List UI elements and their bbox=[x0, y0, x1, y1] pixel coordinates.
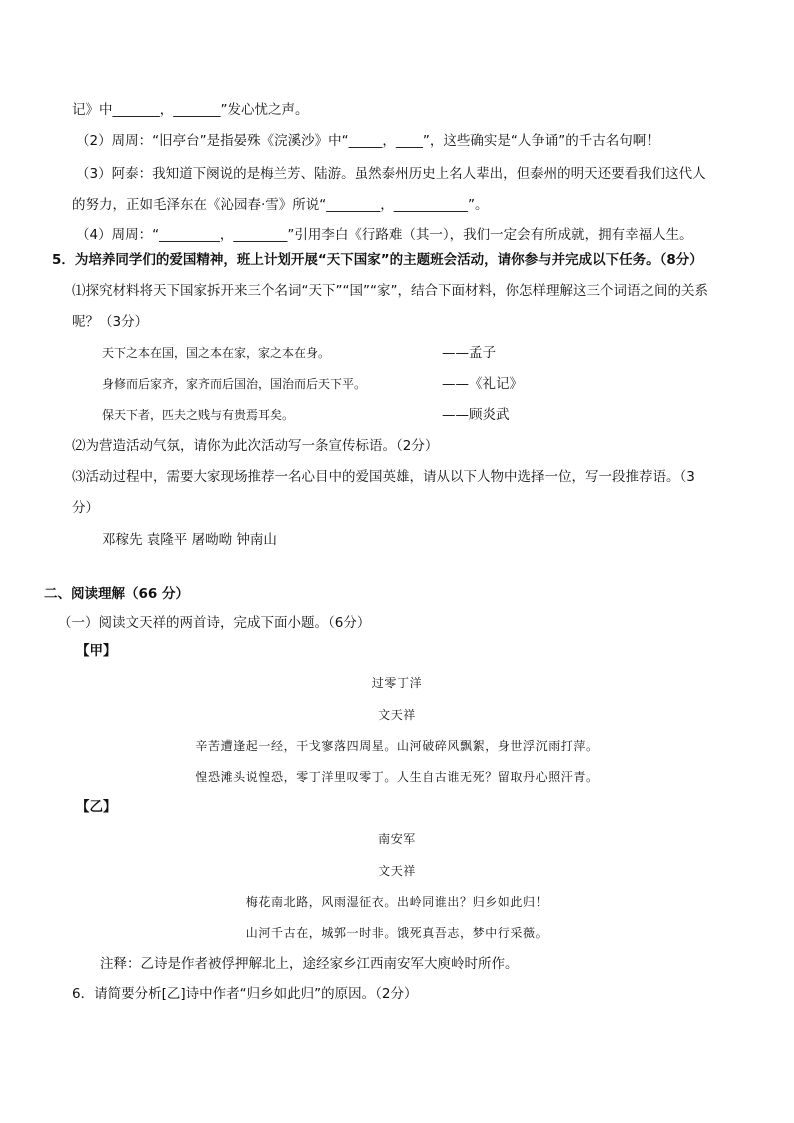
quote-source: ——《礼记》 bbox=[442, 376, 523, 392]
poem-b-label: 【乙】 bbox=[76, 799, 117, 815]
q4-sub2: （2）周周：“旧亭台”是指晏殊《浣溪沙》中“_____，____”，这些确实是“人争诵”的千古名句啊！ bbox=[76, 133, 660, 149]
q4-sub3-line1: （3）阿泰：我知道下阕说的是梅兰芳、陆游。虽然泰州历史上名人辈出，但泰州的明天还要看我们这代人 bbox=[76, 166, 706, 182]
q4-sub3-line2: 的努力，正如毛泽东在《沁园春·雪》所说“________，___________”。 bbox=[72, 197, 489, 213]
poem-a-title: 过零丁洋 bbox=[371, 676, 423, 690]
q6-title: 6．请简要分析[乙]诗中作者“归乡如此归”的原因。（2分） bbox=[72, 986, 418, 1002]
poem-a-author: 文天祥 bbox=[378, 708, 416, 722]
quote-text: 天下之本在国，国之本在家，家之本在身。 bbox=[102, 346, 331, 360]
section-heading: 二、阅读理解（66 分） bbox=[44, 586, 189, 602]
reading-part-title: （一）阅读文天祥的两首诗，完成下面小题。（6分） bbox=[58, 615, 371, 631]
poem-a-line: 辛苦遭逢起一经，干戈寥落四周星。山河破碎风飘絮，身世浮沉雨打萍。 bbox=[195, 739, 599, 753]
quote-source: ——顾炎武 bbox=[442, 407, 510, 423]
q5-sub1-line1: ⑴探究材料将天下国家拆开来三个名词“天下”“国”“家”，结合下面材料，你怎样理解这三个词语之间的关系 bbox=[72, 283, 708, 299]
poem-b-author: 文天祥 bbox=[378, 864, 416, 878]
poem-a-line: 惶恐滩头说惶恐，零丁洋里叹零丁。人生自古谁无死？留取丹心照汗青。 bbox=[195, 770, 599, 784]
q5-sub3-line2: 分） bbox=[72, 500, 99, 516]
poem-note: 注释：乙诗是作者被俘押解北上，途经家乡江西南安军大庾岭时所作。 bbox=[100, 956, 519, 972]
q5-title: 5．为培养同学们的爱国精神，班上计划开展“天下国家”的主题班会活动，请你参与并完成以下任务。（8分） bbox=[52, 252, 703, 268]
quote-text: 身修而后家齐，家齐而后国治，国治而后天下平。 bbox=[102, 377, 367, 391]
poem-b-title: 南安军 bbox=[378, 832, 416, 846]
poem-a-label: 【甲】 bbox=[76, 643, 117, 659]
q5-sub2: ⑵为营造活动气氛，请你为此次活动写一条宣传标语。（2分） bbox=[72, 438, 439, 454]
quote-text: 保天下者，匹夫之贱与有贵焉耳矣。 bbox=[102, 408, 295, 422]
q5-sub1-line2: 呢？（3分） bbox=[72, 314, 149, 330]
hero-list: 邓稼先 袁隆平 屠呦呦 钟南山 bbox=[102, 532, 277, 548]
q5-sub3-line1: ⑶活动过程中，需要大家现场推荐一名心目中的爱国英雄，请从以下人物中选择一位，写一段推荐语。（3 bbox=[72, 469, 695, 485]
poem-b-line: 山河千古在，城郭一时非。饿死真吾志，梦中行采薇。 bbox=[245, 926, 549, 940]
q4-line-a: 记》中_______，_______”发心忧之声。 bbox=[72, 102, 309, 118]
quote-source: ——孟子 bbox=[442, 345, 496, 361]
q4-sub4: （4）周周：“_________，________”引用李白《行路难（其一），我们一定会有所成就，拥有幸福人生。 bbox=[76, 227, 693, 243]
poem-b-line: 梅花南北路，风雨湿征衣。出岭同谁出？归乡如此归！ bbox=[245, 895, 549, 909]
